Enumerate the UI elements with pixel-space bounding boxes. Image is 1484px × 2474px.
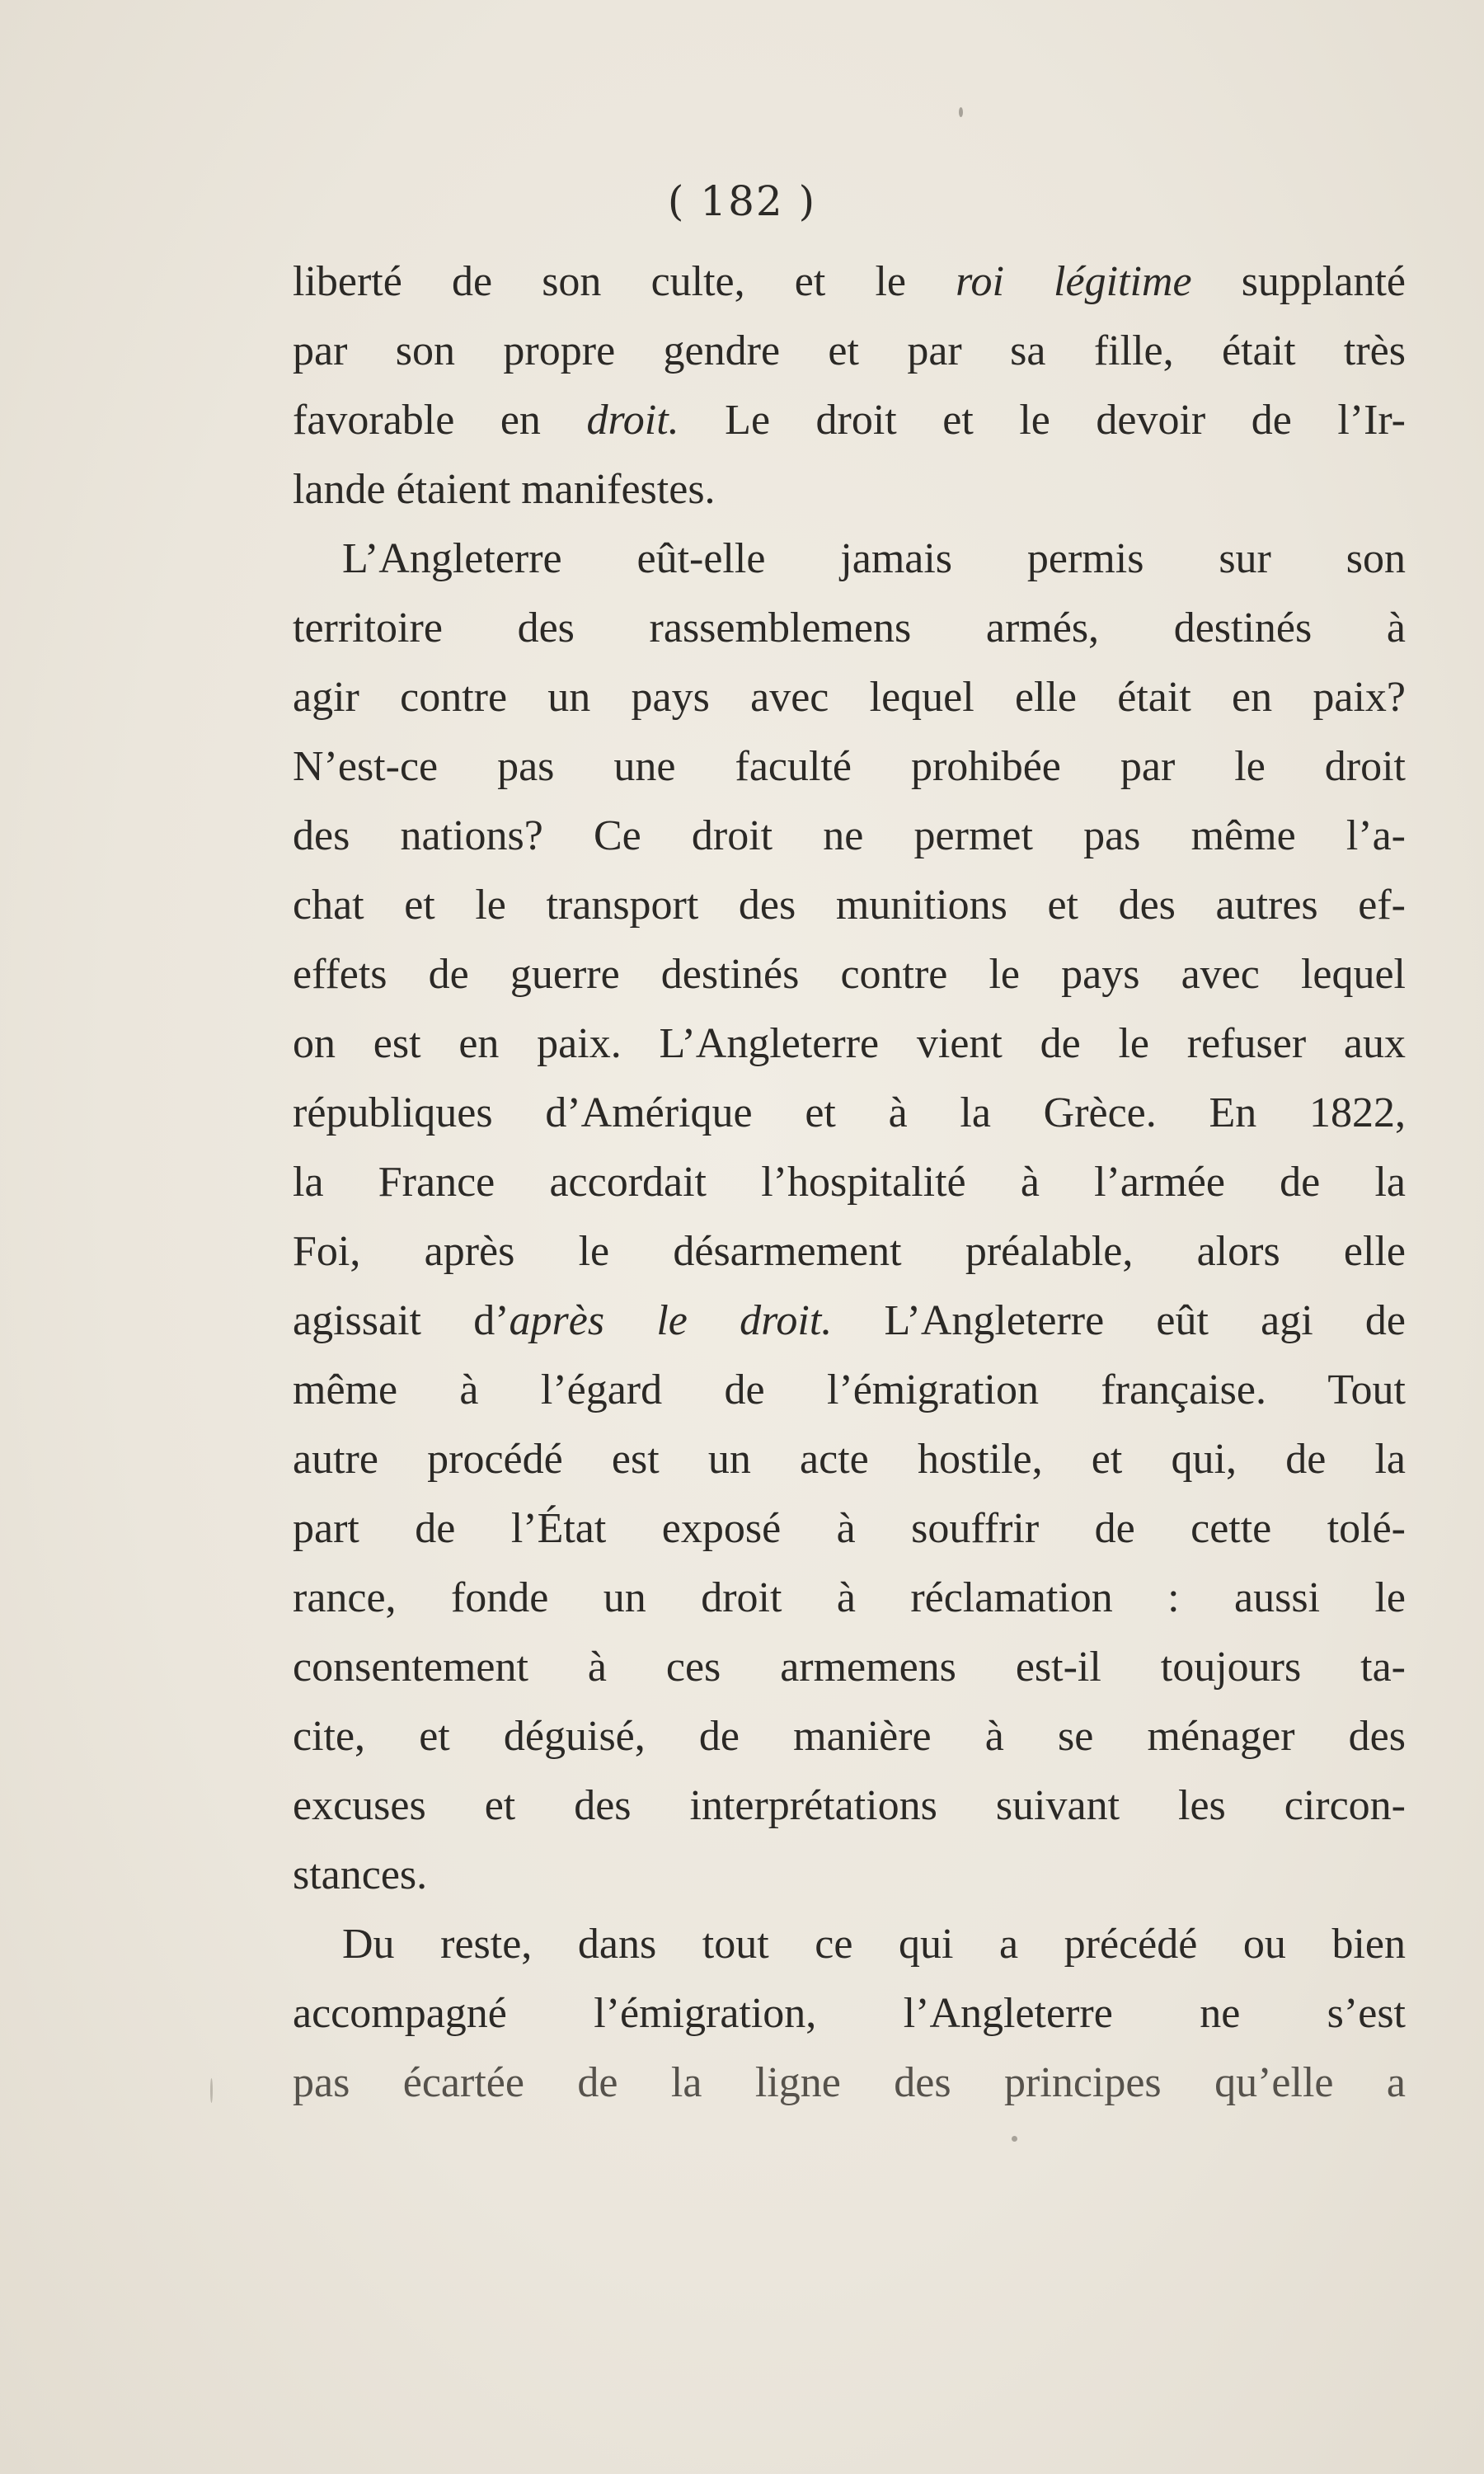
paper-speck bbox=[1012, 2136, 1017, 2142]
text-line: consentement à ces armemens est-il toujours ta- bbox=[293, 1644, 1406, 1691]
text-line: part de l’État exposé à souffrir de cette tolé- bbox=[293, 1505, 1406, 1552]
text-line: agir contre un pays avec lequel elle était en paix? bbox=[293, 674, 1406, 721]
text-line: même à l’égard de l’émigration française. Tout bbox=[293, 1366, 1406, 1413]
text-line: Foi, après le désarmement préalable, alors elle bbox=[293, 1228, 1406, 1275]
text-line: L’Angleterre eût-elle jamais permis sur son bbox=[342, 535, 1406, 582]
text-line: accompagné l’émigration, l’Angleterre ne s’est bbox=[293, 1990, 1406, 2037]
text-line: par son propre gendre et par sa fille, était très bbox=[293, 327, 1406, 374]
paper-speck bbox=[210, 2078, 213, 2103]
text-line: agissait d’après le droit. L’Angleterre eût agi de bbox=[293, 1297, 1407, 1344]
text-line: républiques d’Amérique et à la Grèce. En 1822, bbox=[293, 1089, 1406, 1136]
text-line: cite, et déguisé, de manière à se ménager des bbox=[293, 1713, 1406, 1760]
text-line: autre procédé est un acte hostile, et qui, de la bbox=[293, 1436, 1406, 1483]
text-line: des nations? Ce droit ne permet pas même l’a- bbox=[293, 812, 1406, 859]
text-line: Du reste, dans tout ce qui a précédé ou bien bbox=[342, 1921, 1406, 1968]
text-line: pas écartée de la ligne des principes qu’elle a bbox=[293, 2059, 1406, 2106]
italic-text: après le droit. bbox=[509, 1297, 833, 1344]
body-text bbox=[293, 247, 1406, 2118]
text-line: la France accordait l’hospitalité à l’armée de la bbox=[293, 1159, 1406, 1206]
text-line: liberté de son culte, et le roi légitime supplanté bbox=[293, 258, 1406, 305]
paper-speck bbox=[959, 107, 963, 117]
text-line: on est en paix. L’Angleterre vient de le refuser aux bbox=[293, 1020, 1406, 1067]
text-line: excuses et des interprétations suivant les circon- bbox=[293, 1782, 1406, 1829]
italic-text: droit. bbox=[586, 397, 679, 444]
text-line: chat et le transport des munitions et des autres ef- bbox=[293, 882, 1406, 929]
text-line: rance, fonde un droit à réclamation : aussi le bbox=[293, 1574, 1406, 1621]
text-line: stances. bbox=[293, 1851, 428, 1898]
text-line: lande étaient manifestes. bbox=[293, 466, 716, 513]
text-line: N’est-ce pas une faculté prohibée par le droit bbox=[293, 743, 1406, 790]
text-line: territoire des rassemblemens armés, destinés à bbox=[293, 604, 1406, 651]
text-line: effets de guerre destinés contre le pays avec lequel bbox=[293, 951, 1406, 998]
page-number: ( 182 ) bbox=[667, 177, 817, 225]
text-line: favorable en droit. Le droit et le devoir de l’Ir- bbox=[293, 397, 1406, 444]
italic-text: roi légitime bbox=[956, 258, 1192, 305]
